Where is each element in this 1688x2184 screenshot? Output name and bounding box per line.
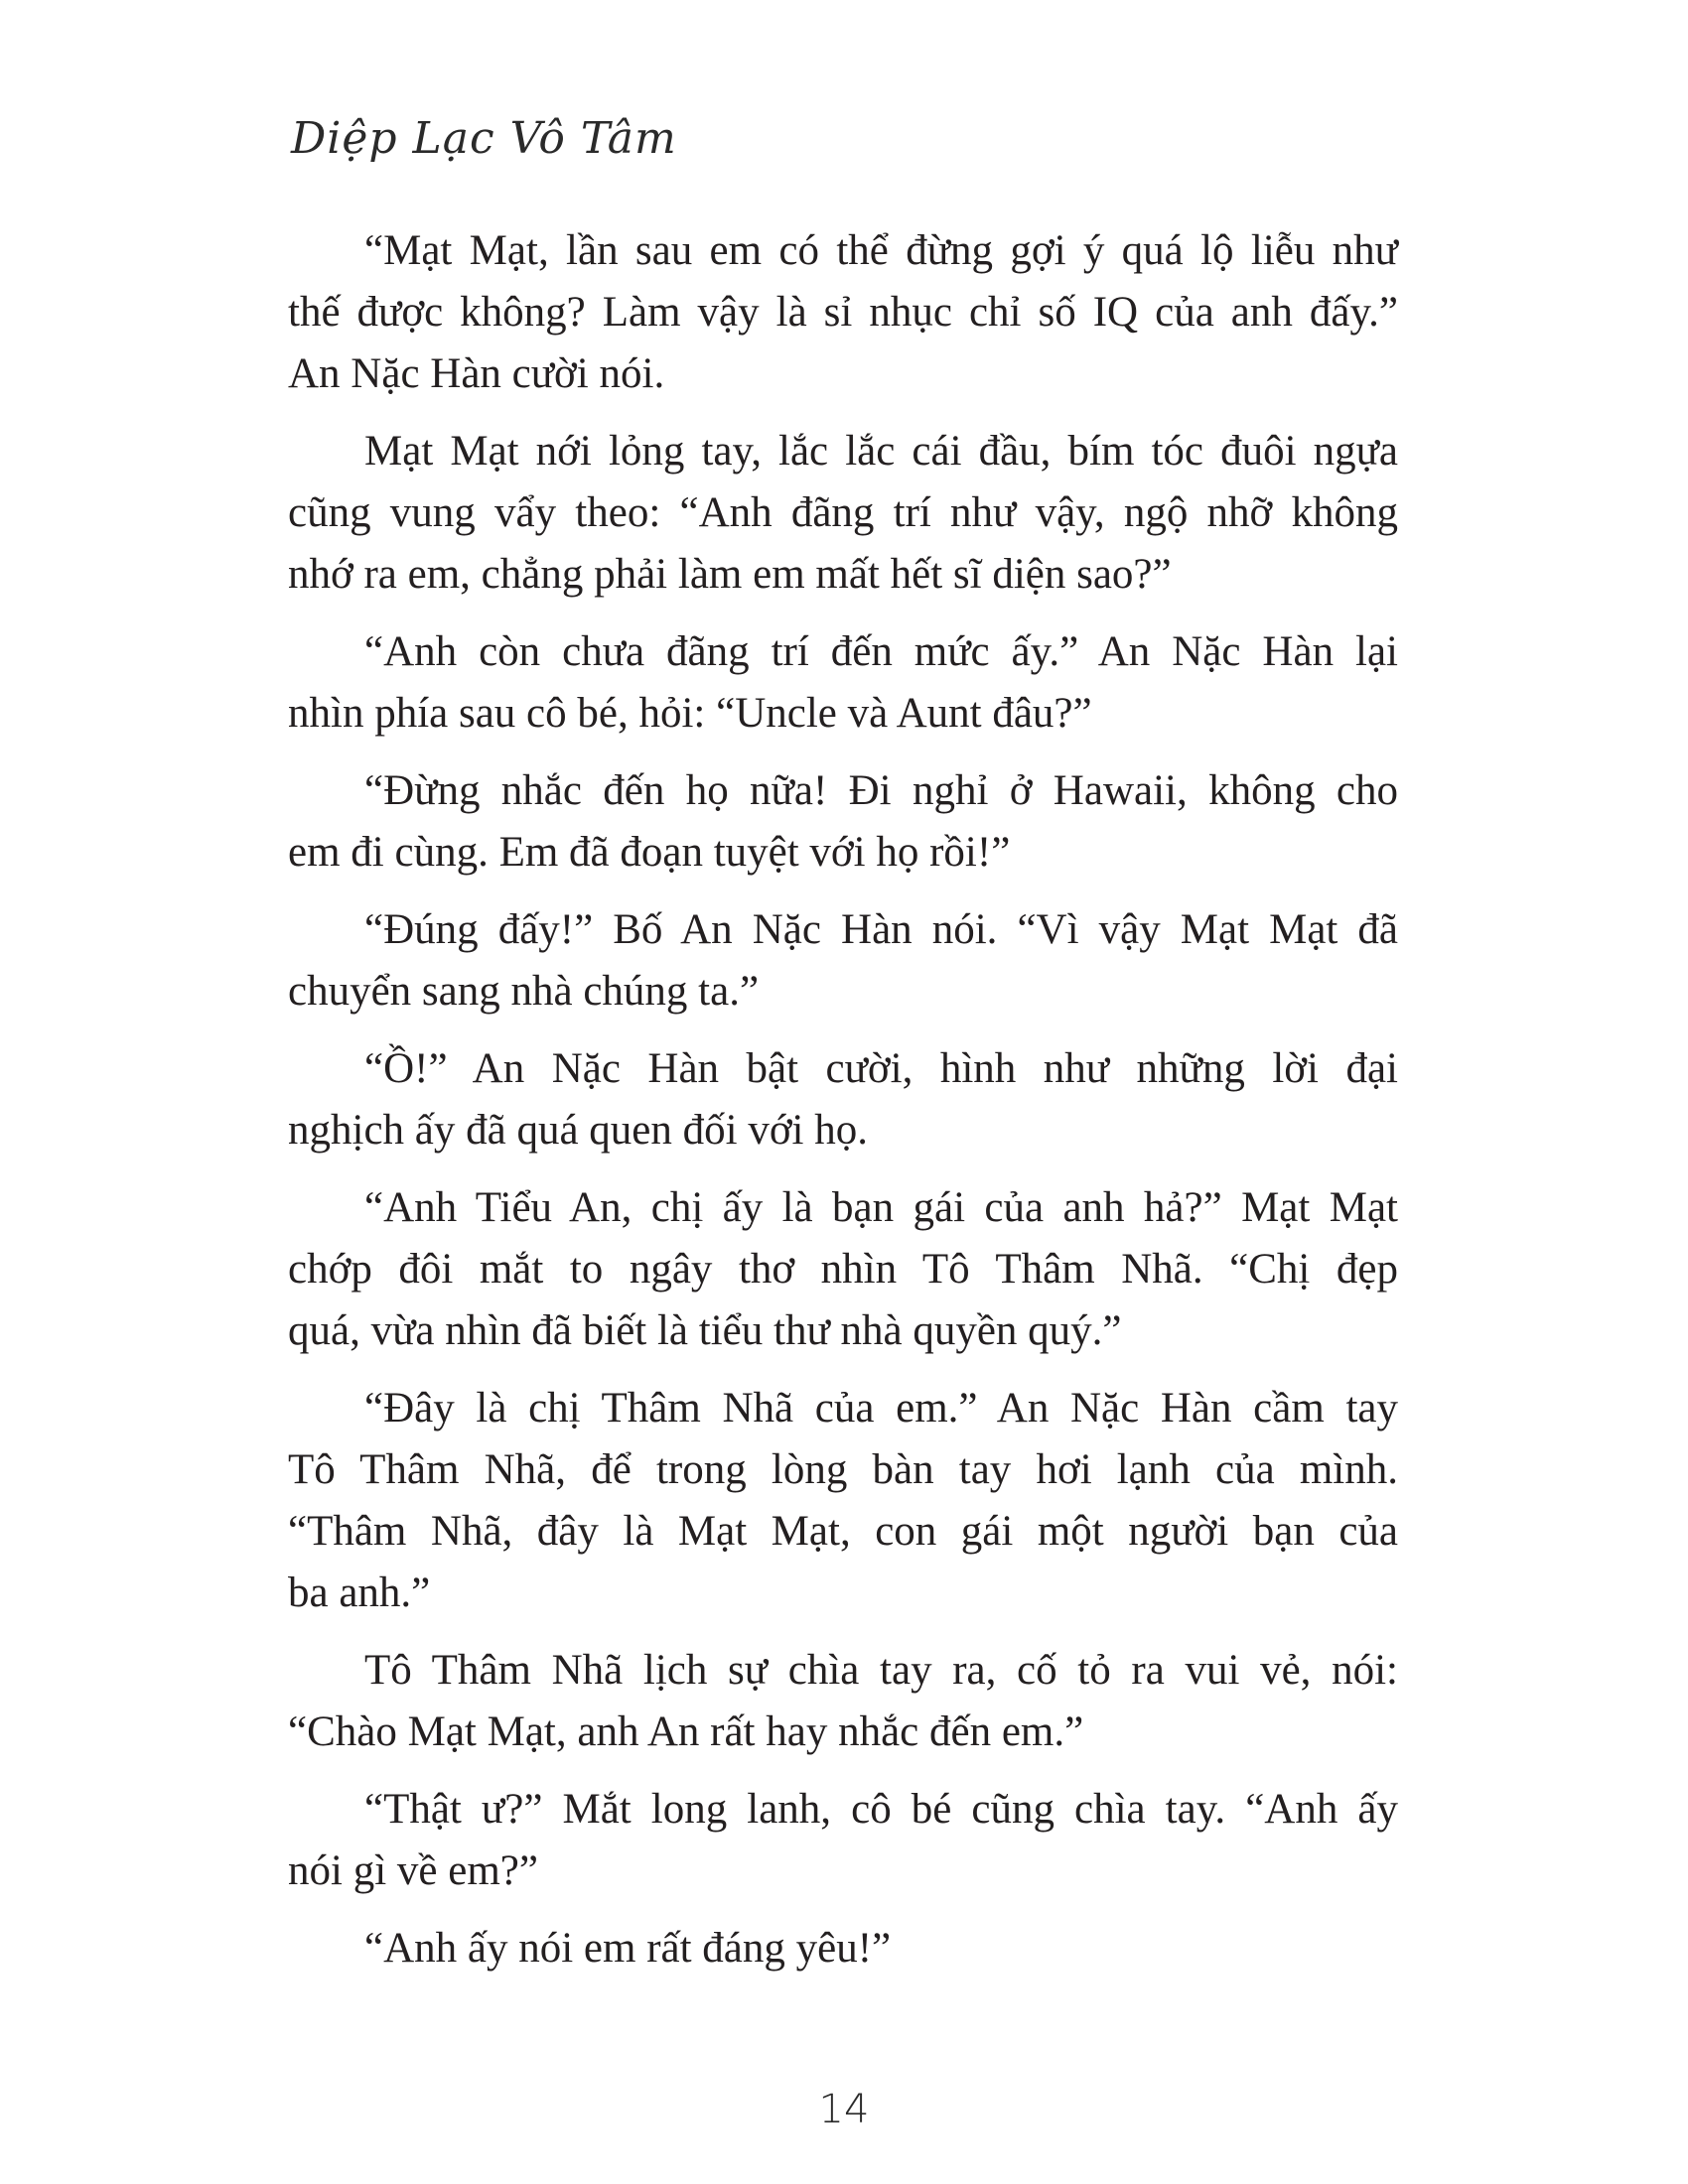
text-line: chớp đôi mắt to ngây thơ nhìn Tô Thâm Nhã. “Chị đẹp xyxy=(288,1246,1398,1293)
text-line: “Đừng nhắc đến họ nữa! Đi nghỉ ở Hawaii, không cho xyxy=(364,767,1398,814)
paragraph xyxy=(288,1177,1398,1362)
text-line: “Ồ!” An Nặc Hàn bật cười, hình như những lời đại xyxy=(364,1045,1398,1092)
text-line: nhớ ra em, chẳng phải làm em mất hết sĩ diện sao?” xyxy=(288,551,1172,598)
text-line: “Đúng đấy!” Bố An Nặc Hàn nói. “Vì vậy Mạt Mạt đã xyxy=(364,906,1398,953)
page-number: 14 xyxy=(818,2087,870,2132)
text-line: ba anh.” xyxy=(288,1570,431,1616)
text-line: chuyển sang nhà chúng ta.” xyxy=(288,968,760,1015)
text-line: “Thâm Nhã, đây là Mạt Mạt, con gái một người bạn của xyxy=(288,1508,1398,1555)
body-text xyxy=(288,220,1398,1995)
paragraph xyxy=(288,421,1398,606)
paragraph xyxy=(288,1918,1398,1979)
paragraph xyxy=(288,1640,1398,1763)
text-line: “Anh ấy nói em rất đáng yêu!” xyxy=(364,1925,892,1972)
text-line: nhìn phía sau cô bé, hỏi: “Uncle và Aunt đâu?” xyxy=(288,690,1092,737)
text-line: “Anh Tiểu An, chị ấy là bạn gái của anh hả?” Mạt Mạt xyxy=(364,1184,1398,1231)
text-line: Tô Thâm Nhã lịch sự chìa tay ra, cố tỏ ra vui vẻ, nói: xyxy=(364,1647,1398,1694)
paragraph xyxy=(288,1038,1398,1161)
paragraph xyxy=(288,899,1398,1023)
text-line: An Nặc Hàn cười nói. xyxy=(288,350,665,397)
text-line: thế được không? Làm vậy là sỉ nhục chỉ số IQ của anh đấy.” xyxy=(288,289,1398,336)
text-line: Tô Thâm Nhã, để trong lòng bàn tay hơi lạnh của mình. xyxy=(288,1446,1398,1493)
text-line: “Chào Mạt Mạt, anh An rất hay nhắc đến em.” xyxy=(288,1708,1084,1755)
paragraph xyxy=(288,220,1398,405)
text-line: quá, vừa nhìn đã biết là tiểu thư nhà quyền quý.” xyxy=(288,1307,1122,1354)
text-line: nghịch ấy đã quá quen đối với họ. xyxy=(288,1107,869,1154)
text-line: “Thật ư?” Mắt long lanh, cô bé cũng chìa tay. “Anh ấy xyxy=(364,1786,1398,1833)
text-line: “Anh còn chưa đãng trí đến mức ấy.” An Nặc Hàn lại xyxy=(364,628,1398,675)
text-line: em đi cùng. Em đã đoạn tuyệt với họ rồi!” xyxy=(288,829,1011,876)
paragraph xyxy=(288,760,1398,884)
paragraph xyxy=(288,1779,1398,1902)
text-line: “Đây là chị Thâm Nhã của em.” An Nặc Hàn cầm tay xyxy=(364,1385,1398,1432)
paragraph xyxy=(288,1378,1398,1624)
text-line: “Mạt Mạt, lần sau em có thể đừng gợi ý quá lộ liễu như xyxy=(364,227,1398,274)
text-line: cũng vung vẩy theo: “Anh đãng trí như vậy, ngộ nhỡ không xyxy=(288,489,1398,536)
text-line: Mạt Mạt nới lỏng tay, lắc lắc cái đầu, bím tóc đuôi ngựa xyxy=(364,428,1398,475)
running-header-title: Diệp Lạc Vô Tâm xyxy=(291,113,677,164)
text-line: nói gì về em?” xyxy=(288,1847,538,1894)
paragraph xyxy=(288,621,1398,745)
